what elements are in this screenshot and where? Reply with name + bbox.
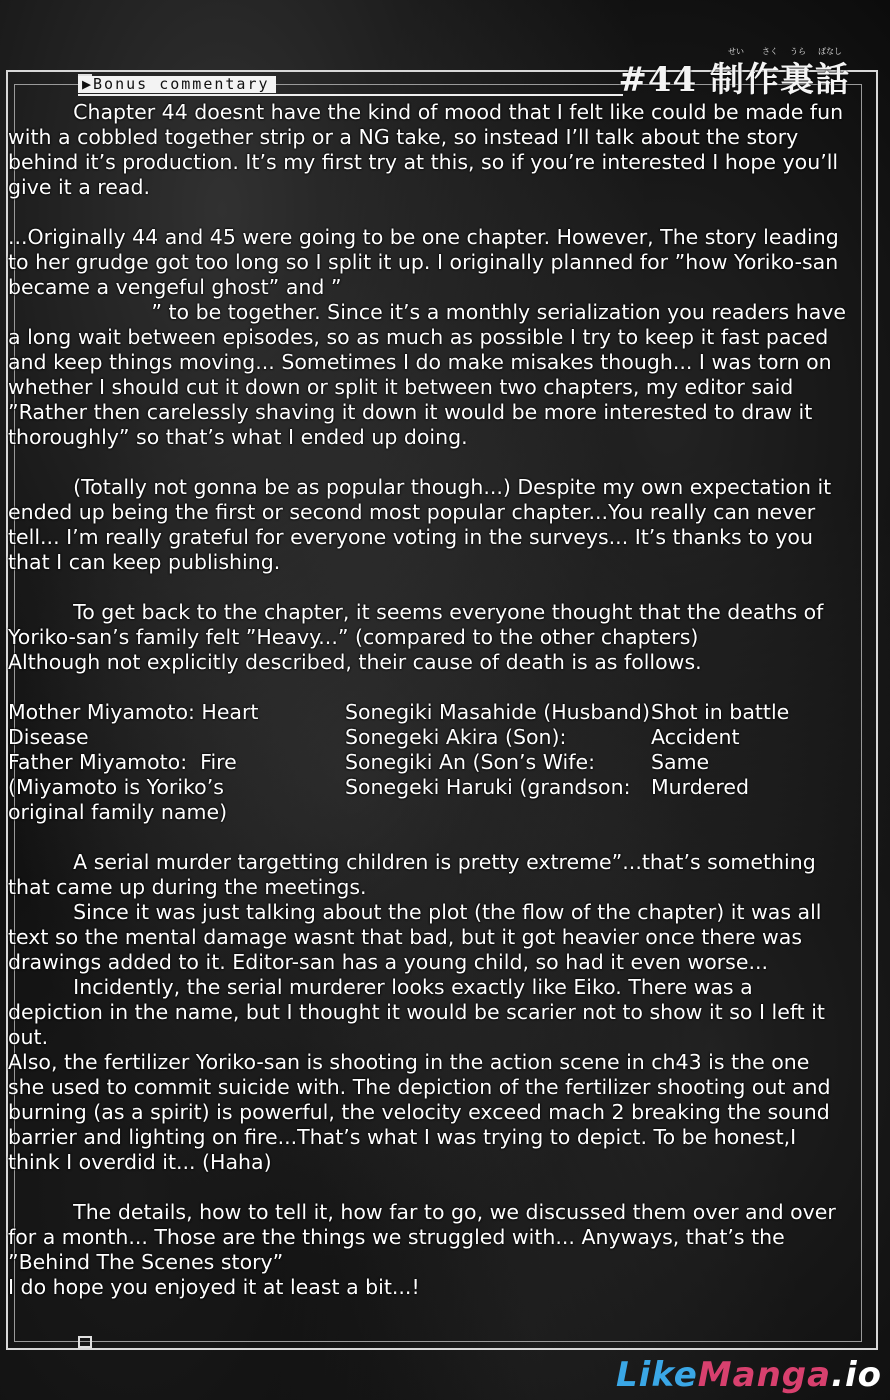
list-item — [345, 750, 845, 775]
watermark-text: Like — [616, 1355, 698, 1395]
watermark-text: Manga — [697, 1355, 832, 1395]
list-item — [345, 725, 845, 750]
title-ruby: せい — [728, 47, 744, 56]
sonegiki-family-column — [345, 700, 845, 825]
corner-ornament — [78, 1336, 92, 1348]
paragraph: (Totally not gonna be as popular though...) Despite my own expectation it ended up being the first or second most popular chapter...You really can never tell... I’m really grateful for everyone voting in the surveys... It’s thanks to you that I can keep publishing. — [8, 475, 838, 574]
family-member-name: Sonegeki Haruki (grandson: — [345, 775, 631, 799]
cause-of-death: Murdered — [651, 775, 749, 799]
cause-of-death-list — [8, 700, 848, 825]
cause-of-death: Accident — [651, 725, 740, 749]
list-item — [345, 700, 845, 725]
family-member-name: Sonegeki Akira (Son): — [345, 725, 567, 749]
header — [0, 0, 890, 100]
title-ruby: ばなし — [818, 47, 842, 56]
paragraph: Chapter 44 doesnt have the kind of mood that I felt like could be made fun with a cobbled together strip or a NG take, so instead I’ll talk about the story behind it’s production. It’s my first try at this, so if you’re interested I hope you’ll give it a read. — [8, 100, 850, 199]
list-item — [345, 775, 845, 800]
paragraph: A serial murder targetting children is pretty extreme”...that’s something that came up during the meetings. Since it was just talking about the plot (the flow of the chapter) it was all text so the mental damage wasnt that bad, but it got heavier once there was drawings added to it. Editor-san has a young child, so had it even worse... Incidently, the serial murderer looks exactly like Eiko. There was a depiction in the name, but I thought it would be scarier not to show it so I left it out. Also, the fertilizer Yoriko-san is shooting in the action scene in ch43 is the one she used to commit suicide with. The depiction of the fertilizer shooting out and burning (as a spirit) is powerful, the velocity exceed mach 2 breaking the sound barrier and lighting on fire...That’s what I was trying to depict. To be honest,I think I overdid it... (Haha) — [8, 850, 831, 1174]
page-title: #44 制作裏話 — [618, 60, 850, 100]
miyamoto-family-column — [8, 700, 345, 825]
section-label: ▶Bonus commentary — [78, 76, 276, 93]
cause-of-death: Same — [651, 750, 710, 774]
cause-of-death: Shot in battle — [651, 700, 790, 724]
list-item: Mother Miyamoto: Heart Disease — [8, 700, 265, 749]
site-watermark — [616, 1355, 882, 1395]
list-item: Father Miyamoto: Fire — [8, 750, 237, 774]
title-ruby: うら — [790, 47, 806, 56]
paragraph: To get back to the chapter, it seems everyone thought that the deaths of Yoriko-san’s family felt ”Heavy...” (compared to the other chapters) Although not explicitly described, their cause of death is as follows. — [8, 600, 824, 674]
paragraph: The details, how to tell it, how far to go, we discussed them over and over for a month... Those are the things we struggled with... Anyways, that’s the ”Behind The Scenes story” I do hope you enjoyed it at least a bit...! — [8, 1200, 836, 1299]
watermark-text: .io — [831, 1355, 882, 1395]
family-member-name: Sonegiki Masahide (Husband): — [345, 700, 657, 724]
title-ruby: さく — [762, 47, 778, 56]
commentary-body — [8, 100, 853, 1300]
paragraph: ” to be together. Since it’s a monthly serialization you readers have a long wait between episodes, so as much as possible I try to keep it fast paced and keep things moving... Sometimes I do make misakes though... I was torn on whether I should cut it down or split it between two chapters, my editor said ”Rather then carelessly shaving it down it would be more interested to draw it thoroughly” so that’s what I ended up doing. — [8, 300, 853, 449]
list-item: original family name) — [8, 800, 228, 824]
list-item: (Miyamoto is Yoriko’s — [8, 775, 224, 799]
paragraph: ...Originally 44 and 45 were going to be one chapter. However, The story leading to her grudge got too long so I split it up. I originally planned for ”how Yoriko-san became a vengeful ghost” and ” — [8, 225, 846, 299]
family-member-name: Sonegiki An (Son’s Wife: — [345, 750, 595, 774]
